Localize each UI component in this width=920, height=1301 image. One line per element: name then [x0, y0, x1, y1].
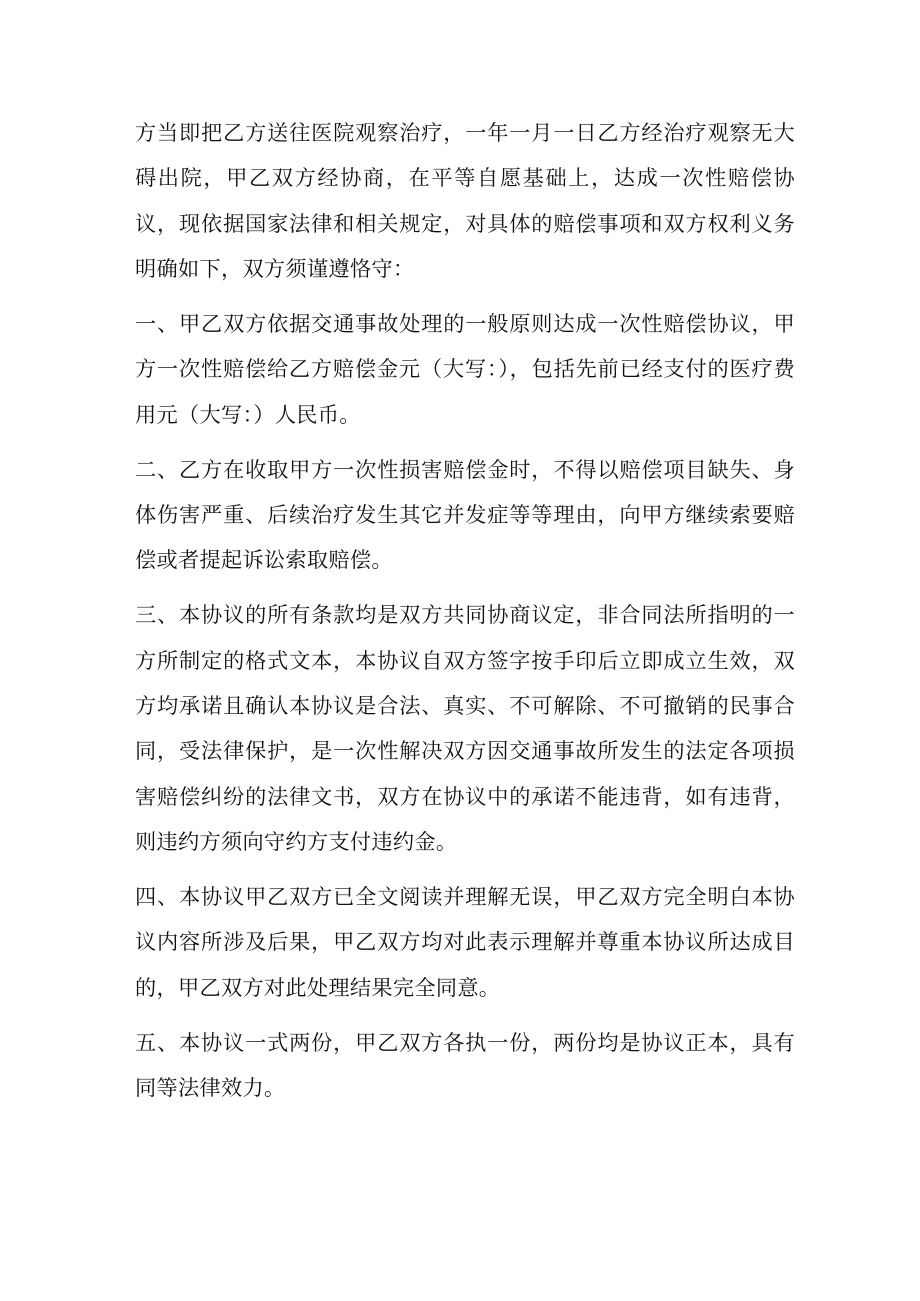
paragraph-clause-2: 二、乙方在收取甲方一次性损害赔偿金时，不得以赔偿项目缺失、身体伤害严重、后续治疗发生其它并发症等等理由，向甲方继续索要赔偿或者提起诉讼索取赔偿。: [135, 456, 795, 573]
paragraph-clause-3: 三、本协议的所有条款均是双方共同协商议定，非合同法所指明的一方所制定的格式文本，本协议自双方签字按手印后立即成立生效，双方均承诺且确认本协议是合法、真实、不可解除、不可撤销的民事合同，受法律保护，是一次性解决双方因交通事故所发生的法定各项损害赔偿纠纷的法律文书，双方在协议中的承诺不能违背，如有违背，则违约方须向守约方支付违约金。: [135, 602, 795, 855]
paragraph-preamble: 方当即把乙方送往医院观察治疗，一年一月一日乙方经治疗观察无大碍出院，甲乙双方经协商，在平等自愿基础上，达成一次性赔偿协议，现依据国家法律和相关规定，对具体的赔偿事项和双方权利义务明确如下，双方须谨遵恪守：: [135, 120, 795, 282]
paragraph-clause-5: 五、本协议一式两份，甲乙双方各执一份，两份均是协议正本，具有同等法律效力。: [135, 1029, 795, 1101]
paragraph-clause-1: 一、甲乙双方依据交通事故处理的一般原则达成一次性赔偿协议，甲方一次性赔偿给乙方赔偿金元（大写：），包括先前已经支付的医疗费用元（大写：）人民币。: [135, 311, 795, 427]
paragraph-clause-4: 四、本协议甲乙双方已全文阅读并理解无误，甲乙双方完全明白本协议内容所涉及后果，甲乙双方均对此表示理解并尊重本协议所达成目的，甲乙双方对此处理结果完全同意。: [135, 884, 795, 1000]
document-body: [135, 110, 795, 1120]
